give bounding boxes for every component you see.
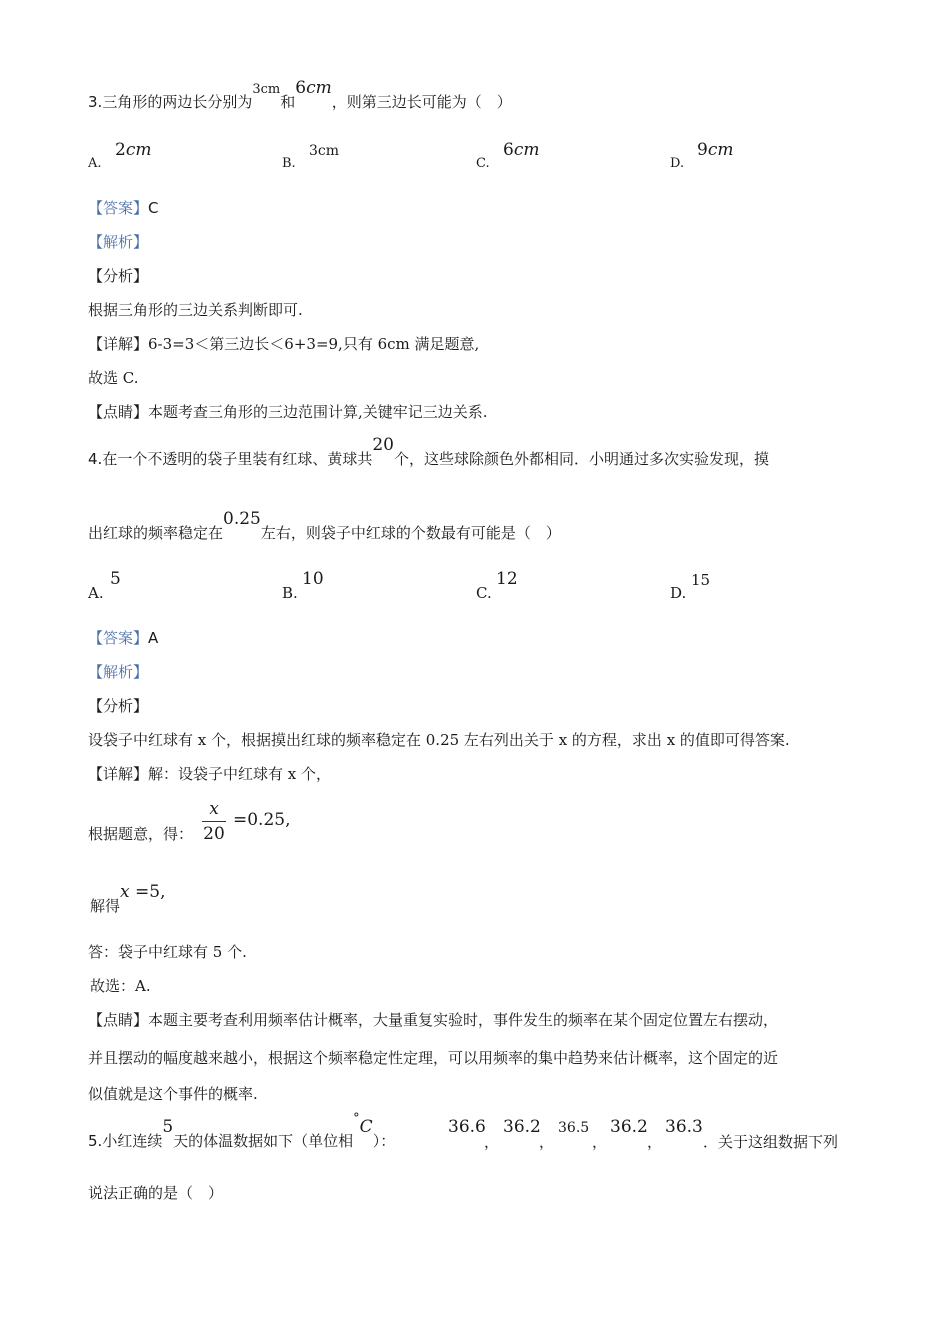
q3-option-b-letter: B. <box>282 156 296 171</box>
q3-jiexi-tag: 【解析】 <box>88 233 149 251</box>
q3-option-d-letter: D. <box>670 156 685 171</box>
q5-math-5: 5 <box>162 1117 174 1137</box>
q4-fraction-bar <box>202 821 226 822</box>
q3-option-b-value: 3cm <box>309 143 340 159</box>
q4-fraction-denominator: 20 <box>203 824 225 844</box>
q4-fraction-numerator: x <box>209 799 219 819</box>
q4-option-b-value: 10 <box>302 569 324 589</box>
q4-option-c-letter: C. <box>476 584 492 602</box>
q4-option-b-letter: B. <box>282 584 298 602</box>
q4-fenxi-tag: 【分析】 <box>88 697 149 715</box>
q4-stem-line1: 4.在一个不透明的袋子里装有红球、黄球共20个，这些球除颜色外都相同．小明通过多次实验发现，摸 <box>88 435 769 468</box>
q3-fenxi: 根据三角形的三边关系判断即可. <box>88 301 303 319</box>
q4-guxuan: 故选：A. <box>90 977 151 995</box>
q5-temp-2: 36.2 <box>503 1117 541 1137</box>
q4-solution: x =5, <box>120 882 166 902</box>
q3-answer: 【答案】C <box>88 199 159 217</box>
q3-option-a-letter: A. <box>88 156 102 171</box>
q4-option-c-value: 12 <box>496 569 518 589</box>
q3-option-d-value: 9cm <box>697 140 734 160</box>
q4-fraction <box>202 798 226 845</box>
q4-fraction-rhs: =0.25, <box>233 810 291 830</box>
q4-dianjing-3: 似值就是这个事件的概率. <box>88 1085 258 1103</box>
q4-answer: 【答案】A <box>88 629 159 647</box>
q4-dianjing-2: 并且摆动的幅度越来越小，根据这个频率稳定性定理，可以用频率的集中趋势来估计概率，这个固定的近 <box>88 1049 779 1067</box>
q4-math-0.25: 0.25 <box>223 509 261 529</box>
q4-xiangjie: 【详解】解：设袋子中红球有 x 个， <box>88 765 332 783</box>
q3-option-a-value: 2cm <box>115 140 152 160</box>
q5-number: 5 <box>88 1132 98 1150</box>
q3-fenxi-tag: 【分析】 <box>88 267 149 285</box>
q4-option-a-letter: A. <box>88 584 104 602</box>
q3-math-3cm: 3cm <box>252 82 281 97</box>
q4-da: 答：袋子中红球有 5 个. <box>88 943 247 961</box>
q3-xiangjie: 【详解】6-3=3＜第三边长＜6+3=9,只有 6cm 满足题意, <box>88 335 480 353</box>
q4-number: 4 <box>88 450 98 468</box>
q5-temp-5: 36.3 <box>665 1117 703 1137</box>
document-page: 3.三角形的两边长分别为3cm和6cm，则第三边长可能为（ ） A. 2cm B. 3cm C. 6cm D. 9cm 【答案】C 【解析】 【分析】 根据三角形的三边关系判断即可. 【详解】6-3=3＜第三边长＜6+3=9,只有 6cm 满足题意, 故选 C. 【点睛】本题考查三角形的三边范围计算,关键牢记三边关系. 4.在一个不透明的袋子里装有红球、黄球共20个，这些球除颜色外都相同．小明通过多次实验发现，摸 出红球的频率稳定在0.25左右，则袋子中红球的个数最有可能是（ ） A. 5 B. 10 C. 12 D. 15 【答案】A 【解析】 【分析】 设袋子中红球有 x 个，根据摸出红球的频率稳定在 0.25 左右列出关于 x 的方程，求出 x 的值即可得答案. 【详解】解：设袋子中红球有 x 个， 根据题意，得： x 20 =0.25, 解得x =5, 答：袋子中红球有 5 个. 故选：A. 【点睛】本题主要考查利用频率估计概率，大量重复实验时，事件发生的频率在某个固定位置左右摆动， 并且摆动的幅度越来越小，根据这个频率稳定性定理，可以用频率的集中趋势来估计概率，这个固定的近 似值就是这个事件的概率. 5.小红连续5天的体温数据如下（单位相°C）： 36.6 ， 36.2 ， 36.5 ， 36.2 ， 36.3 ．关于这组数据下列 说法正确的是（ ） <box>88 78 839 1202</box>
q3-option-c-letter: C. <box>476 156 490 171</box>
q5-temp-3: 36.5 <box>558 1120 590 1136</box>
q4-stem-line2: 出红球的频率稳定在0.25左右，则袋子中红球的个数最有可能是（ ） <box>88 509 561 542</box>
q4-jiexi-tag: 【解析】 <box>88 663 149 681</box>
q3-dianjing: 【点睛】本题考查三角形的三边范围计算,关键牢记三边关系. <box>88 403 488 421</box>
q4-tiyi-label: 根据题意，得： <box>88 825 194 843</box>
q5-stem-line2: 说法正确的是（ ） <box>88 1184 224 1202</box>
q3-guxuan: 故选 C. <box>88 369 139 387</box>
q5-temp-1: 36.6 <box>448 1117 486 1137</box>
q5-math-celsius: °C <box>353 1111 373 1137</box>
q4-jiede: 解得x =5, <box>90 882 166 915</box>
q4-math-20: 20 <box>372 435 394 455</box>
q4-dianjing-1: 【点睛】本题主要考查利用频率估计概率，大量重复实验时，事件发生的频率在某个固定位置左右摆动， <box>88 1011 779 1029</box>
q3-stem: 3.三角形的两边长分别为3cm和6cm，则第三边长可能为（ ） <box>88 78 512 111</box>
q5-stem-tail: ．关于这组数据下列 <box>703 1133 839 1151</box>
q4-option-d-value: 15 <box>691 571 711 589</box>
q4-fenxi: 设袋子中红球有 x 个，根据摸出红球的频率稳定在 0.25 左右列出关于 x 的方程，求出 x 的值即可得答案. <box>88 731 790 749</box>
q3-number: 3 <box>88 93 98 111</box>
q3-option-c-value: 6cm <box>503 140 540 160</box>
q4-option-a-value: 5 <box>110 569 121 589</box>
q4-option-d-letter: D. <box>670 584 687 602</box>
q5-stem-line1: 5.小红连续5天的体温数据如下（单位相°C）： <box>88 1111 396 1150</box>
q3-math-6cm: 6cm <box>295 78 332 98</box>
q5-temp-4: 36.2 <box>610 1117 648 1137</box>
